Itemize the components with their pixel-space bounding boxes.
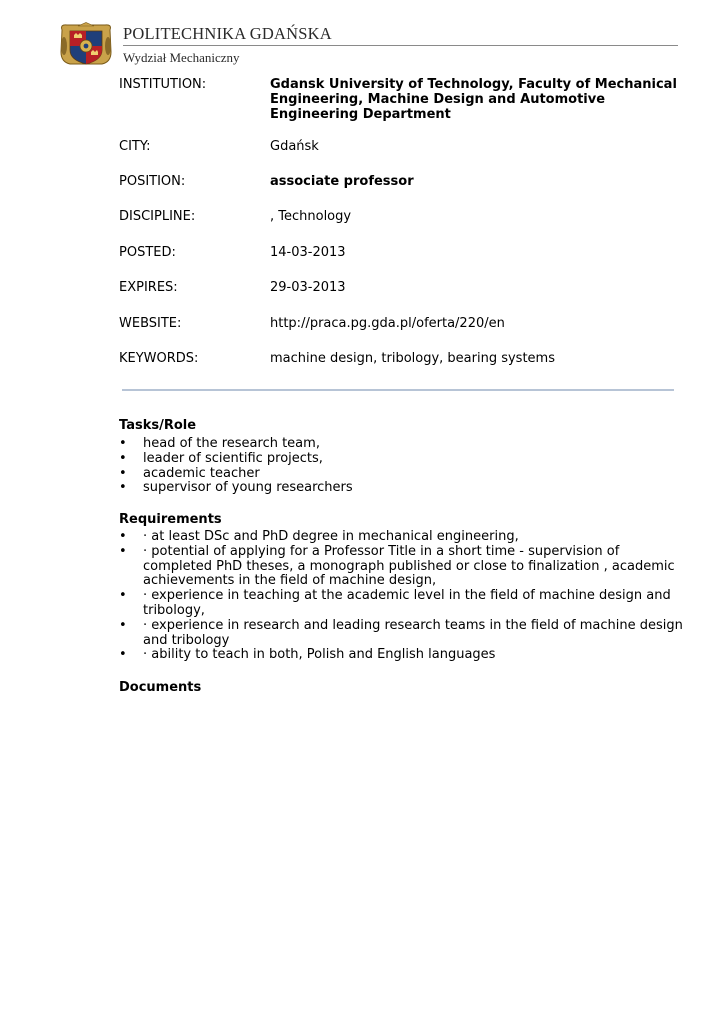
website-link[interactable]: http://praca.pg.gda.pl/oferta/220/en [270,316,505,331]
university-name: POLITECHNIKA GDAŃSKA [123,24,332,43]
bullet-icon: • [119,647,127,663]
institution-value: Gdansk University of Technology, Faculty of Mechanical Engineering, Machine Design and Automotive Engineering Department [270,77,677,122]
expires-label: EXPIRES: [119,280,178,295]
city-label: CITY: [119,139,151,154]
university-crest-icon [58,22,114,68]
list-item [119,545,685,589]
institution-label: INSTITUTION: [119,77,207,92]
header-rule [123,45,678,46]
requirement-text: · ability to teach in both, Polish and English languages [143,647,496,663]
bullet-icon: • [119,543,127,559]
tasks-heading: Tasks/Role [119,418,197,433]
requirement-text: · experience in research and leading research teams in the field of machine design and tribology [143,617,683,648]
documents-heading: Documents [119,680,202,695]
bullet-icon: • [119,529,127,544]
requirement-text: · at least DSc and PhD degree in mechanical engineering, [143,529,519,544]
keywords-label: KEYWORDS: [119,351,199,366]
city-value: Gdańsk [270,139,319,154]
list-item [119,452,685,467]
position-label: POSITION: [119,174,186,189]
posted-label: POSTED: [119,245,176,260]
task-text: leader of scientific projects, [143,450,323,466]
task-text: head of the research team, [143,436,320,451]
requirement-text: · potential of applying for a Professor Title in a short time - supervision of completed PhD theses, a monograph published or close to finalization , academic achievements in the field of machine design, [143,543,675,589]
list-item [119,530,685,545]
task-text: academic teacher [143,465,260,481]
list-item [119,481,685,496]
list-item [119,589,685,619]
list-item [119,648,685,663]
posted-value: 14-03-2013 [270,245,346,260]
task-text: supervisor of young researchers [143,480,353,496]
position-value: associate professor [270,174,414,189]
faculty-name: Wydział Mechaniczny [123,50,240,65]
expires-value: 29-03-2013 [270,280,346,295]
website-label: WEBSITE: [119,316,182,331]
requirements-heading: Requirements [119,512,222,527]
bullet-icon: • [119,588,127,604]
section-divider [122,389,674,391]
list-item [119,437,685,452]
bullet-icon: • [119,617,127,633]
discipline-value: , Technology [270,209,352,224]
list-item [119,467,685,482]
requirement-text: · experience in teaching at the academic level in the field of machine design and tribology, [143,588,671,618]
keywords-value: machine design, tribology, bearing systems [270,351,555,366]
tasks-list [119,437,685,496]
bullet-icon: • [119,465,127,481]
bullet-icon: • [119,480,127,496]
discipline-label: DISCIPLINE: [119,209,196,224]
bullet-icon: • [119,436,127,451]
bullet-icon: • [119,450,127,466]
list-item [119,619,685,649]
requirements-list [119,530,685,663]
